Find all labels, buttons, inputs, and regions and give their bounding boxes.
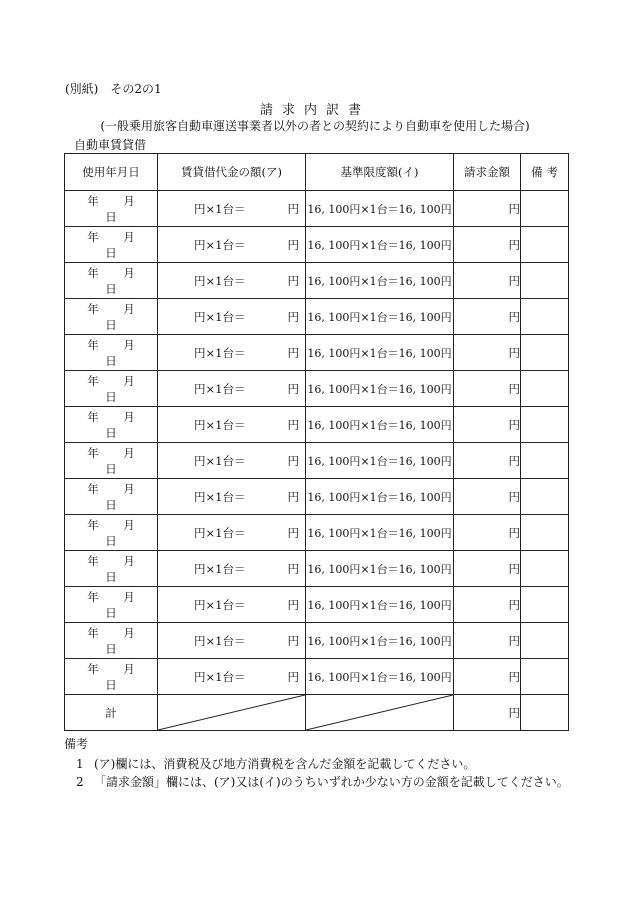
rent-formula: 円×1台＝ xyxy=(194,238,246,252)
rent-formula: 円×1台＝ xyxy=(194,598,246,612)
table-row xyxy=(65,371,569,407)
rent-amount-cell[interactable] xyxy=(158,551,306,587)
usage-date-cell[interactable] xyxy=(65,479,158,515)
table-row xyxy=(65,587,569,623)
limit-amount-cell: 16, 100円×1台＝16, 100円 xyxy=(306,191,454,227)
usage-date-cell[interactable] xyxy=(65,335,158,371)
usage-date-cell[interactable] xyxy=(65,443,158,479)
limit-amount-cell: 16, 100円×1台＝16, 100円 xyxy=(306,371,454,407)
day-label: 日 xyxy=(105,353,117,368)
col-header-amount: 請求金額 xyxy=(454,154,521,191)
table-row xyxy=(65,515,569,551)
table-body xyxy=(65,191,569,695)
rent-total-unit: 円 xyxy=(287,310,299,324)
table-row xyxy=(65,443,569,479)
rent-total-unit: 円 xyxy=(287,670,299,684)
day-label: 日 xyxy=(105,461,117,476)
day-label: 日 xyxy=(105,281,117,296)
table-row xyxy=(65,299,569,335)
rent-amount-cell[interactable] xyxy=(158,191,306,227)
year-label: 年 xyxy=(87,193,99,208)
usage-date-cell[interactable] xyxy=(65,407,158,443)
rent-amount-cell[interactable] xyxy=(158,227,306,263)
year-label: 年 xyxy=(87,517,99,532)
year-label: 年 xyxy=(87,589,99,604)
remarks-cell[interactable] xyxy=(521,551,569,587)
rent-formula: 円×1台＝ xyxy=(194,670,246,684)
remarks-cell[interactable] xyxy=(521,443,569,479)
limit-amount-cell: 16, 100円×1台＝16, 100円 xyxy=(306,659,454,695)
month-label: 月 xyxy=(123,229,135,244)
rent-total-unit: 円 xyxy=(287,490,299,504)
remarks-cell[interactable] xyxy=(521,335,569,371)
table-row xyxy=(65,659,569,695)
limit-amount-cell: 16, 100円×1台＝16, 100円 xyxy=(306,227,454,263)
total-amount-cell[interactable]: 円 xyxy=(454,695,521,731)
year-label: 年 xyxy=(87,301,99,316)
claim-amount-cell[interactable]: 円 xyxy=(454,443,521,479)
remarks-cell[interactable] xyxy=(521,407,569,443)
total-remarks-cell[interactable] xyxy=(521,695,569,731)
usage-date-cell[interactable] xyxy=(65,191,158,227)
rent-amount-cell[interactable] xyxy=(158,515,306,551)
rent-total-unit: 円 xyxy=(287,598,299,612)
day-label: 日 xyxy=(105,317,117,332)
rent-formula: 円×1台＝ xyxy=(194,310,246,324)
month-label: 月 xyxy=(123,625,135,640)
limit-amount-cell: 16, 100円×1台＝16, 100円 xyxy=(306,335,454,371)
table-row xyxy=(65,407,569,443)
limit-amount-cell: 16, 100円×1台＝16, 100円 xyxy=(306,479,454,515)
note-text: 「請求金額」欄には、(ア)又は(イ)のうちいずれか少ない方の金額を記載してください。 xyxy=(94,775,569,789)
day-label: 日 xyxy=(105,389,117,404)
total-row xyxy=(65,695,569,731)
document-title: 請求内訳書 xyxy=(259,103,370,118)
limit-amount-cell: 16, 100円×1台＝16, 100円 xyxy=(306,623,454,659)
month-label: 月 xyxy=(123,445,135,460)
note-number: 1 xyxy=(76,757,84,771)
rent-formula: 円×1台＝ xyxy=(194,526,246,540)
rent-total-unit: 円 xyxy=(287,346,299,360)
rent-amount-cell[interactable] xyxy=(158,479,306,515)
remarks-cell[interactable] xyxy=(521,515,569,551)
year-label: 年 xyxy=(87,553,99,568)
day-label: 日 xyxy=(105,677,117,692)
year-label: 年 xyxy=(87,661,99,676)
total-rent-crossed-cell xyxy=(158,695,306,731)
rent-amount-cell[interactable] xyxy=(158,335,306,371)
month-label: 月 xyxy=(123,193,135,208)
rent-total-unit: 円 xyxy=(287,274,299,288)
usage-date-cell[interactable] xyxy=(65,263,158,299)
claim-amount-cell[interactable]: 円 xyxy=(454,371,521,407)
rent-formula: 円×1台＝ xyxy=(194,454,246,468)
rent-total-unit: 円 xyxy=(287,562,299,576)
limit-amount-cell: 16, 100円×1台＝16, 100円 xyxy=(306,263,454,299)
remarks-cell[interactable] xyxy=(521,479,569,515)
rent-formula: 円×1台＝ xyxy=(194,382,246,396)
year-label: 年 xyxy=(87,229,99,244)
year-label: 年 xyxy=(87,265,99,280)
rent-total-unit: 円 xyxy=(287,418,299,432)
usage-date-cell[interactable] xyxy=(65,551,158,587)
table-row xyxy=(65,335,569,371)
claim-amount-cell[interactable]: 円 xyxy=(454,623,521,659)
remarks-cell[interactable] xyxy=(521,659,569,695)
limit-amount-cell: 16, 100円×1台＝16, 100円 xyxy=(306,551,454,587)
claim-amount-cell[interactable]: 円 xyxy=(454,335,521,371)
claim-amount-cell[interactable]: 円 xyxy=(454,659,521,695)
rent-total-unit: 円 xyxy=(287,454,299,468)
year-label: 年 xyxy=(87,373,99,388)
month-label: 月 xyxy=(123,589,135,604)
note-item xyxy=(76,773,569,790)
rent-total-unit: 円 xyxy=(287,238,299,252)
rent-formula: 円×1台＝ xyxy=(194,202,246,216)
rent-formula: 円×1台＝ xyxy=(194,418,246,432)
rent-total-unit: 円 xyxy=(287,526,299,540)
remarks-cell[interactable] xyxy=(521,191,569,227)
year-label: 年 xyxy=(87,481,99,496)
rent-total-unit: 円 xyxy=(287,634,299,648)
year-label: 年 xyxy=(87,445,99,460)
usage-date-cell[interactable] xyxy=(65,227,158,263)
limit-amount-cell: 16, 100円×1台＝16, 100円 xyxy=(306,443,454,479)
rent-amount-cell[interactable] xyxy=(158,407,306,443)
claim-amount-cell[interactable]: 円 xyxy=(454,299,521,335)
day-label: 日 xyxy=(105,245,117,260)
rent-total-unit: 円 xyxy=(287,202,299,216)
day-label: 日 xyxy=(105,533,117,548)
note-item xyxy=(76,755,475,772)
rent-amount-cell[interactable] xyxy=(158,587,306,623)
remarks-cell[interactable] xyxy=(521,227,569,263)
usage-date-cell[interactable] xyxy=(65,659,158,695)
limit-amount-cell: 16, 100円×1台＝16, 100円 xyxy=(306,587,454,623)
usage-date-cell[interactable] xyxy=(65,515,158,551)
claim-amount-cell[interactable]: 円 xyxy=(454,263,521,299)
month-label: 月 xyxy=(123,517,135,532)
rent-formula: 円×1台＝ xyxy=(194,562,246,576)
day-label: 日 xyxy=(105,605,117,620)
day-label: 日 xyxy=(105,209,117,224)
total-limit-crossed-cell xyxy=(306,695,454,731)
month-label: 月 xyxy=(123,553,135,568)
claim-amount-cell[interactable]: 円 xyxy=(454,515,521,551)
table-row xyxy=(65,623,569,659)
limit-amount-cell: 16, 100円×1台＝16, 100円 xyxy=(306,515,454,551)
table-row xyxy=(65,551,569,587)
rent-formula: 円×1台＝ xyxy=(194,346,246,360)
usage-date-cell[interactable] xyxy=(65,623,158,659)
rent-amount-cell[interactable] xyxy=(158,443,306,479)
diagonal-line xyxy=(306,695,453,730)
usage-date-cell[interactable] xyxy=(65,587,158,623)
limit-amount-cell: 16, 100円×1台＝16, 100円 xyxy=(306,407,454,443)
claim-amount-cell[interactable]: 円 xyxy=(454,551,521,587)
month-label: 月 xyxy=(123,337,135,352)
month-label: 月 xyxy=(123,301,135,316)
rent-amount-cell[interactable] xyxy=(158,299,306,335)
notes-heading: 備考 xyxy=(64,737,89,751)
limit-amount-cell: 16, 100円×1台＝16, 100円 xyxy=(306,299,454,335)
claim-amount-cell[interactable]: 円 xyxy=(454,407,521,443)
remarks-cell[interactable] xyxy=(521,623,569,659)
table-row xyxy=(65,191,569,227)
rent-formula: 円×1台＝ xyxy=(194,490,246,504)
usage-date-cell[interactable] xyxy=(65,371,158,407)
section-label: 自動車賃貸借 xyxy=(74,138,147,152)
annex-label: (別紙) その2の1 xyxy=(65,82,162,96)
col-header-date: 使用年月日 xyxy=(65,154,158,191)
table-row xyxy=(65,479,569,515)
month-label: 月 xyxy=(123,481,135,496)
claim-amount-cell[interactable]: 円 xyxy=(454,227,521,263)
month-label: 月 xyxy=(123,265,135,280)
rent-amount-cell[interactable] xyxy=(158,263,306,299)
breakdown-table xyxy=(64,153,569,731)
note-text: (ア)欄には、消費税及び地方消費税を含んだ金額を記載してください。 xyxy=(94,757,476,771)
rent-total-unit: 円 xyxy=(287,382,299,396)
day-label: 日 xyxy=(105,569,117,584)
claim-amount-cell[interactable]: 円 xyxy=(454,587,521,623)
note-number: 2 xyxy=(76,775,84,789)
month-label: 月 xyxy=(123,409,135,424)
total-label: 計 xyxy=(65,695,158,731)
day-label: 日 xyxy=(105,425,117,440)
claim-amount-cell[interactable]: 円 xyxy=(454,191,521,227)
rent-formula: 円×1台＝ xyxy=(194,634,246,648)
rent-amount-cell[interactable] xyxy=(158,659,306,695)
document-subtitle: (一般乗用旅客自動車運送事業者以外の者との契約により自動車を使用した場合) xyxy=(100,119,530,133)
usage-date-cell[interactable] xyxy=(65,299,158,335)
day-label: 日 xyxy=(105,641,117,656)
day-label: 日 xyxy=(105,497,117,512)
rent-amount-cell[interactable] xyxy=(158,623,306,659)
rent-amount-cell[interactable] xyxy=(158,371,306,407)
table-header-row xyxy=(65,154,569,191)
table-row xyxy=(65,263,569,299)
col-header-limit: 基準限度額(イ) xyxy=(306,154,454,191)
claim-amount-cell[interactable]: 円 xyxy=(454,479,521,515)
diagonal-line xyxy=(158,695,305,730)
col-header-rent: 賃貸借代金の額(ア) xyxy=(158,154,306,191)
remarks-cell[interactable] xyxy=(521,263,569,299)
rent-formula: 円×1台＝ xyxy=(194,274,246,288)
remarks-cell[interactable] xyxy=(521,587,569,623)
remarks-cell[interactable] xyxy=(521,371,569,407)
month-label: 月 xyxy=(123,661,135,676)
year-label: 年 xyxy=(87,409,99,424)
table-row xyxy=(65,227,569,263)
month-label: 月 xyxy=(123,373,135,388)
col-header-remarks: 備 考 xyxy=(521,154,569,191)
year-label: 年 xyxy=(87,625,99,640)
year-label: 年 xyxy=(87,337,99,352)
remarks-cell[interactable] xyxy=(521,299,569,335)
